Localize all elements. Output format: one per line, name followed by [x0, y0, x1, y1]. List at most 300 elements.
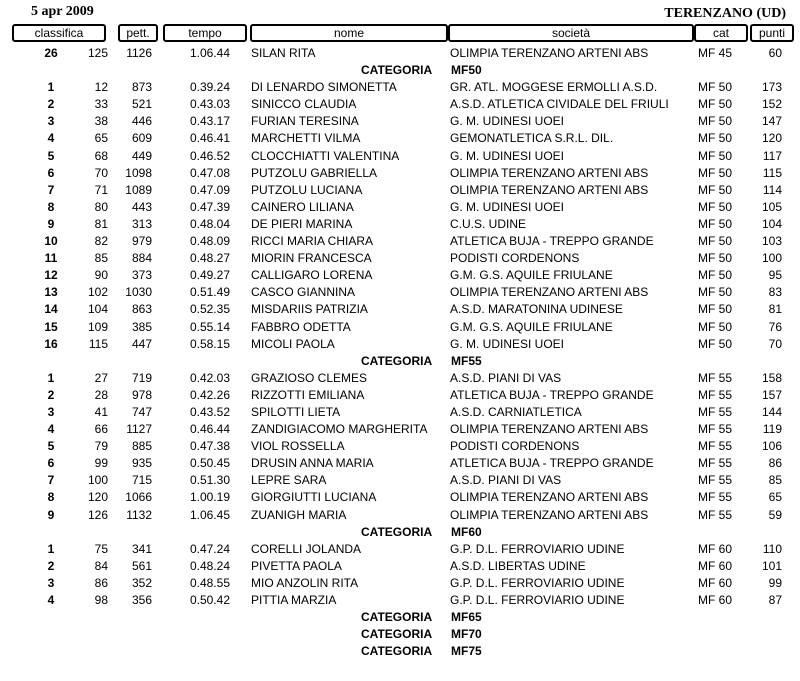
- points-cell: 106: [761, 439, 782, 454]
- club-cell: ATLETICA BUJA - TREPPO GRANDE: [450, 234, 654, 249]
- rank-cell: 3: [47, 114, 55, 129]
- athlete-name-cell: RICCI MARIA CHIARA: [251, 234, 374, 249]
- rank-cell: 9: [47, 216, 55, 231]
- rank-cell: 2: [47, 387, 55, 402]
- club-cell: G.P. D.L. FERROVIARIO UDINE: [450, 593, 625, 607]
- athlete-name-cell: CORELLI JOLANDA: [251, 541, 362, 556]
- club-cell: G.M. G.S. AQUILE FRIULANE: [450, 319, 613, 334]
- bib-number-cell: 446: [131, 114, 152, 129]
- club-cell: ATLETICA BUJA - TREPPO GRANDE: [450, 456, 654, 471]
- club-cell: GEMONATLETICA S.R.L. DIL.: [450, 131, 614, 146]
- points-cell: 65: [768, 490, 782, 505]
- bib-number-cell: 609: [131, 131, 152, 146]
- overall-position-cell: 102: [87, 285, 108, 300]
- rank-cell: 8: [47, 490, 55, 505]
- category-code: MF75: [451, 644, 482, 659]
- athlete-name-cell: MARCHETTI VILMA: [251, 131, 361, 146]
- category-cell: MF 55: [698, 473, 733, 488]
- category-heading-row: [0, 609, 800, 626]
- category-cell: MF 55: [698, 387, 733, 402]
- club-cell: G. M. UDINESI UOEI: [450, 199, 565, 214]
- points-cell: 120: [761, 131, 782, 146]
- time-cell: 0.47.09: [189, 182, 230, 197]
- bib-number-cell: 352: [131, 575, 152, 590]
- category-label: CATEGORIA: [361, 610, 433, 625]
- athlete-name-cell: FURIAN TERESINA: [251, 114, 359, 129]
- points-cell: 158: [761, 370, 782, 385]
- header-cat: cat: [694, 24, 748, 42]
- time-cell: 0.43.17: [189, 114, 230, 129]
- points-cell: 103: [761, 234, 782, 249]
- club-cell: G.M. G.S. AQUILE FRIULANE: [450, 268, 613, 283]
- club-cell: OLIMPIA TERENZANO ARTENI ABS: [450, 165, 649, 180]
- table-row: [0, 319, 800, 336]
- athlete-name-cell: VIOL ROSSELLA: [251, 439, 345, 454]
- category-heading-row: [0, 524, 800, 541]
- time-cell: 0.50.45: [189, 456, 230, 471]
- table-row: [0, 96, 800, 113]
- table-row: [0, 182, 800, 199]
- club-cell: G. M. UDINESI UOEI: [450, 148, 565, 163]
- time-cell: 0.48.27: [189, 251, 230, 266]
- club-cell: A.S.D. PIANI DI VAS: [450, 473, 562, 488]
- athlete-name-cell: DE PIERI MARINA: [251, 216, 353, 231]
- time-cell: 0.42.03: [189, 370, 230, 385]
- points-cell: 83: [768, 285, 782, 300]
- table-row: [0, 284, 800, 301]
- points-cell: 117: [762, 148, 782, 163]
- time-cell: 0.42.26: [189, 387, 230, 402]
- category-cell: MF 50: [698, 131, 733, 146]
- club-cell: OLIMPIA TERENZANO ARTENI ABS: [450, 422, 649, 437]
- category-cell: MF 50: [698, 302, 733, 317]
- category-code: MF70: [451, 627, 482, 642]
- table-row: [0, 336, 800, 353]
- time-cell: 0.51.49: [189, 285, 230, 300]
- club-cell: OLIMPIA TERENZANO ARTENI ABS: [450, 490, 649, 505]
- athlete-name-cell: DI LENARDO SIMONETTA: [251, 80, 397, 95]
- time-cell: 1.00.19: [189, 490, 230, 505]
- club-cell: G. M. UDINESI UOEI: [450, 114, 565, 129]
- rank-cell: 5: [47, 148, 55, 163]
- bib-number-cell: 1132: [126, 507, 152, 522]
- overall-position-cell: 84: [94, 558, 108, 573]
- club-cell: A.S.D. PIANI DI VAS: [450, 370, 562, 385]
- athlete-name-cell: FABBRO ODETTA: [251, 319, 351, 334]
- overall-position-cell: 99: [94, 456, 108, 471]
- athlete-name-cell: PIVETTA PAOLA: [251, 558, 342, 573]
- points-cell: 144: [761, 404, 782, 419]
- bib-number-cell: 1127: [126, 422, 152, 437]
- table-row: [0, 45, 800, 62]
- bib-number-cell: 978: [131, 387, 152, 402]
- table-row: [0, 455, 800, 472]
- overall-position-cell: 68: [94, 148, 108, 163]
- category-cell: MF 55: [698, 422, 733, 437]
- header-nome: nome: [250, 24, 448, 42]
- overall-position-cell: 38: [94, 114, 108, 129]
- category-code: MF55: [451, 353, 482, 368]
- rank-cell: 7: [47, 473, 55, 488]
- category-heading-row: [0, 643, 800, 660]
- category-cell: MF 50: [698, 97, 733, 112]
- bib-number-cell: 935: [131, 456, 152, 471]
- rank-cell: 4: [47, 593, 55, 607]
- rank-cell: 11: [44, 251, 58, 266]
- athlete-name-cell: SPILOTTI LIETA: [251, 404, 341, 419]
- header-pett: pett.: [118, 24, 158, 42]
- points-cell: 87: [768, 593, 782, 607]
- club-cell: OLIMPIA TERENZANO ARTENI ABS: [450, 46, 649, 60]
- bib-number-cell: 747: [131, 404, 152, 419]
- table-row: [0, 541, 800, 558]
- category-cell: MF 55: [698, 370, 733, 385]
- bib-number-cell: 1089: [125, 182, 152, 197]
- rank-cell: 2: [47, 558, 55, 573]
- rank-cell: 6: [47, 456, 55, 471]
- time-cell: 0.47.08: [189, 165, 230, 180]
- table-row: [0, 301, 800, 318]
- rank-cell: 13: [44, 285, 58, 300]
- club-cell: PODISTI CORDENONS: [450, 251, 580, 266]
- athlete-name-cell: CASCO GIANNINA: [251, 285, 356, 300]
- athlete-name-cell: CLOCCHIATTI VALENTINA: [251, 148, 400, 163]
- table-row: [0, 507, 800, 524]
- bib-number-cell: 884: [131, 251, 152, 266]
- athlete-name-cell: SILAN RITA: [251, 46, 316, 60]
- bib-number-cell: 1066: [125, 490, 152, 505]
- category-label: CATEGORIA: [361, 524, 433, 539]
- rank-cell: 14: [44, 302, 58, 317]
- table-row: [0, 438, 800, 455]
- points-cell: 85: [768, 473, 782, 488]
- athlete-name-cell: GIORGIUTTI LUCIANA: [251, 490, 377, 505]
- time-cell: 0.50.42: [189, 593, 230, 607]
- athlete-name-cell: CALLIGARO LORENA: [251, 268, 373, 283]
- table-row: [0, 558, 800, 575]
- time-cell: 0.46.52: [189, 148, 230, 163]
- category-cell: MF 50: [698, 268, 733, 283]
- table-row: [0, 575, 800, 592]
- rank-cell: 1: [47, 370, 55, 385]
- table-row: [0, 267, 800, 284]
- time-cell: 0.43.03: [189, 97, 230, 112]
- overall-position-cell: 28: [94, 387, 108, 402]
- category-cell: MF 55: [698, 456, 733, 471]
- points-cell: 173: [761, 80, 782, 95]
- table-row: [0, 250, 800, 267]
- club-cell: PODISTI CORDENONS: [450, 439, 580, 454]
- points-cell: 110: [762, 541, 782, 556]
- club-cell: OLIMPIA TERENZANO ARTENI ABS: [450, 285, 649, 300]
- category-cell: MF 60: [698, 593, 733, 607]
- bib-number-cell: 447: [131, 336, 152, 351]
- race-place: TERENZANO (UD): [664, 6, 786, 21]
- table-row: [0, 404, 800, 421]
- category-cell: MF 55: [698, 490, 733, 505]
- club-cell: A.S.D. ATLETICA CIVIDALE DEL FRIULI: [450, 97, 669, 112]
- athlete-name-cell: PUTZOLU LUCIANA: [251, 182, 363, 197]
- table-row: [0, 199, 800, 216]
- athlete-name-cell: PITTIA MARZIA: [251, 593, 337, 607]
- table-row: [0, 216, 800, 233]
- points-cell: 115: [762, 165, 782, 180]
- bib-number-cell: 521: [131, 97, 152, 112]
- table-row: [0, 148, 800, 165]
- rank-cell: 9: [47, 507, 55, 522]
- time-cell: 0.47.24: [189, 541, 230, 556]
- bib-number-cell: 443: [131, 199, 152, 214]
- overall-position-cell: 86: [94, 575, 108, 590]
- table-row: [0, 370, 800, 387]
- time-cell: 0.48.24: [189, 558, 230, 573]
- overall-position-cell: 65: [94, 131, 108, 146]
- overall-position-cell: 98: [94, 593, 108, 607]
- category-cell: MF 50: [698, 319, 733, 334]
- time-cell: 0.51.30: [189, 473, 230, 488]
- bib-number-cell: 356: [131, 593, 152, 607]
- category-label: CATEGORIA: [361, 627, 433, 642]
- table-row: [0, 113, 800, 130]
- club-cell: A.S.D. MARATONINA UDINESE: [450, 302, 623, 317]
- athlete-name-cell: RIZZOTTI EMILIANA: [251, 387, 365, 402]
- category-heading-row: [0, 353, 800, 370]
- overall-position-cell: 125: [87, 46, 108, 60]
- table-row: [0, 592, 800, 609]
- rank-cell: 8: [47, 199, 55, 214]
- time-cell: 0.49.27: [189, 268, 230, 283]
- athlete-name-cell: ZUANIGH MARIA: [251, 507, 347, 522]
- athlete-name-cell: MISDARIIS PATRIZIA: [251, 302, 368, 317]
- overall-position-cell: 75: [94, 541, 108, 556]
- category-cell: MF 50: [698, 148, 733, 163]
- rank-cell: 6: [47, 165, 55, 180]
- bib-number-cell: 863: [131, 302, 152, 317]
- rank-cell: 5: [47, 439, 55, 454]
- category-cell: MF 50: [698, 199, 733, 214]
- club-cell: OLIMPIA TERENZANO ARTENI ABS: [450, 182, 649, 197]
- rank-cell: 4: [47, 422, 55, 437]
- bib-number-cell: 979: [131, 234, 152, 249]
- bib-number-cell: 449: [131, 148, 152, 163]
- points-cell: 86: [768, 456, 782, 471]
- category-label: CATEGORIA: [361, 644, 433, 659]
- rank-cell: 3: [47, 575, 55, 590]
- page-header: [0, 0, 800, 24]
- category-code: MF50: [451, 63, 482, 78]
- rank-cell: 16: [44, 336, 58, 351]
- header-classifica: classifica: [12, 24, 106, 42]
- points-cell: 147: [761, 114, 782, 129]
- overall-position-cell: 85: [94, 251, 108, 266]
- race-date: 5 apr 2009: [31, 4, 94, 19]
- overall-position-cell: 27: [94, 370, 108, 385]
- points-cell: 60: [768, 46, 782, 60]
- club-cell: G.P. D.L. FERROVIARIO UDINE: [450, 575, 625, 590]
- rank-cell: 4: [47, 131, 55, 146]
- category-heading-row: [0, 62, 800, 79]
- table-row: [0, 387, 800, 404]
- club-cell: C.U.S. UDINE: [450, 216, 527, 231]
- header-tempo: tempo: [163, 24, 247, 42]
- club-cell: A.S.D. CARNIATLETICA: [450, 404, 582, 419]
- club-cell: G. M. UDINESI UOEI: [450, 336, 565, 351]
- time-cell: 0.47.38: [189, 439, 230, 454]
- bib-number-cell: 1126: [126, 46, 152, 60]
- category-cell: MF 50: [698, 234, 733, 249]
- overall-position-cell: 82: [94, 234, 108, 249]
- category-cell: MF 60: [698, 558, 733, 573]
- points-cell: 152: [761, 97, 782, 112]
- time-cell: 0.58.15: [189, 336, 230, 351]
- bib-number-cell: 719: [131, 370, 152, 385]
- rank-cell: 12: [44, 268, 58, 283]
- points-cell: 114: [762, 182, 782, 197]
- time-cell: 0.46.44: [189, 422, 230, 437]
- club-cell: ATLETICA BUJA - TREPPO GRANDE: [450, 387, 654, 402]
- time-cell: 0.39.24: [189, 80, 230, 95]
- club-cell: GR. ATL. MOGGESE ERMOLLI A.S.D.: [450, 80, 658, 95]
- overall-position-cell: 115: [88, 336, 108, 351]
- points-cell: 104: [761, 216, 782, 231]
- overall-position-cell: 79: [94, 439, 108, 454]
- bib-number-cell: 341: [131, 541, 152, 556]
- athlete-name-cell: GRAZIOSO CLEMES: [251, 370, 368, 385]
- points-cell: 101: [761, 558, 782, 573]
- category-code: MF60: [451, 524, 482, 539]
- overall-position-cell: 81: [94, 216, 108, 231]
- overall-position-cell: 12: [94, 80, 108, 95]
- time-cell: 0.48.04: [189, 216, 230, 231]
- points-cell: 76: [768, 319, 782, 334]
- overall-position-cell: 126: [87, 507, 108, 522]
- category-cell: MF 50: [698, 251, 733, 266]
- time-cell: 0.47.39: [189, 199, 230, 214]
- athlete-name-cell: MIO ANZOLIN RITA: [251, 575, 359, 590]
- athlete-name-cell: LEPRE SARA: [251, 473, 327, 488]
- overall-position-cell: 70: [94, 165, 108, 180]
- club-cell: OLIMPIA TERENZANO ARTENI ABS: [450, 507, 649, 522]
- overall-position-cell: 100: [87, 473, 108, 488]
- athlete-name-cell: PUTZOLU GABRIELLA: [251, 165, 378, 180]
- header-punti: punti: [750, 24, 794, 42]
- results-table: [0, 45, 800, 660]
- overall-position-cell: 33: [94, 97, 108, 112]
- athlete-name-cell: DRUSIN ANNA MARIA: [251, 456, 374, 471]
- points-cell: 81: [768, 302, 782, 317]
- category-label: CATEGORIA: [361, 63, 433, 78]
- time-cell: 1.06.45: [189, 507, 230, 522]
- table-row: [0, 130, 800, 147]
- bib-number-cell: 313: [131, 216, 152, 231]
- table-row: [0, 165, 800, 182]
- athlete-name-cell: MIORIN FRANCESCA: [251, 251, 372, 266]
- category-cell: MF 55: [698, 439, 733, 454]
- rank-cell: 2: [47, 97, 55, 112]
- category-cell: MF 50: [698, 336, 733, 351]
- overall-position-cell: 109: [87, 319, 108, 334]
- table-row: [0, 421, 800, 438]
- category-cell: MF 50: [698, 80, 733, 95]
- category-cell: MF 50: [698, 114, 733, 129]
- category-cell: MF 60: [698, 541, 733, 556]
- time-cell: 0.46.41: [189, 131, 230, 146]
- table-row: [0, 489, 800, 506]
- bib-number-cell: 373: [131, 268, 152, 283]
- table-row: [0, 472, 800, 489]
- time-cell: 0.48.55: [189, 575, 230, 590]
- category-cell: MF 60: [698, 575, 733, 590]
- category-label: CATEGORIA: [361, 353, 433, 368]
- bib-number-cell: 885: [131, 439, 152, 454]
- category-heading-row: [0, 626, 800, 643]
- category-cell: MF 45: [698, 46, 733, 60]
- rank-cell: 1: [47, 541, 55, 556]
- overall-position-cell: 66: [94, 422, 108, 437]
- bib-number-cell: 561: [131, 558, 152, 573]
- bib-number-cell: 873: [131, 80, 152, 95]
- athlete-name-cell: SINICCO CLAUDIA: [251, 97, 357, 112]
- category-cell: MF 55: [698, 404, 733, 419]
- time-cell: 0.55.14: [189, 319, 230, 334]
- bib-number-cell: 1030: [125, 285, 152, 300]
- category-cell: MF 55: [698, 507, 733, 522]
- rank-cell: 1: [47, 80, 55, 95]
- points-cell: 119: [762, 422, 782, 437]
- overall-position-cell: 104: [87, 302, 108, 317]
- time-cell: 0.43.52: [189, 404, 230, 419]
- column-header-row: [12, 24, 794, 42]
- time-cell: 1.06.44: [189, 46, 230, 60]
- club-cell: A.S.D. LIBERTAS UDINE: [450, 558, 586, 573]
- category-cell: MF 50: [698, 182, 733, 197]
- points-cell: 59: [768, 507, 782, 522]
- points-cell: 70: [768, 336, 782, 351]
- bib-number-cell: 715: [131, 473, 152, 488]
- rank-cell: 15: [44, 319, 58, 334]
- bib-number-cell: 1098: [125, 165, 152, 180]
- points-cell: 105: [761, 199, 782, 214]
- overall-position-cell: 80: [94, 199, 108, 214]
- rank-cell: 26: [44, 46, 58, 60]
- rank-cell: 10: [44, 234, 58, 249]
- header-societa: società: [448, 24, 694, 42]
- points-cell: 100: [761, 251, 782, 266]
- points-cell: 95: [768, 268, 782, 283]
- points-cell: 157: [761, 387, 782, 402]
- overall-position-cell: 90: [94, 268, 108, 283]
- category-cell: MF 50: [698, 165, 733, 180]
- points-cell: 99: [768, 575, 782, 590]
- category-cell: MF 50: [698, 216, 733, 231]
- club-cell: G.P. D.L. FERROVIARIO UDINE: [450, 541, 625, 556]
- table-row: [0, 233, 800, 250]
- overall-position-cell: 120: [87, 490, 108, 505]
- category-code: MF65: [451, 610, 482, 625]
- rank-cell: 7: [47, 182, 55, 197]
- rank-cell: 3: [47, 404, 55, 419]
- table-row: [0, 79, 800, 96]
- athlete-name-cell: CAINERO LILIANA: [251, 199, 354, 214]
- time-cell: 0.48.09: [189, 234, 230, 249]
- athlete-name-cell: ZANDIGIACOMO MARGHERITA: [251, 422, 428, 437]
- category-cell: MF 50: [698, 285, 733, 300]
- overall-position-cell: 71: [94, 182, 108, 197]
- overall-position-cell: 41: [94, 404, 108, 419]
- athlete-name-cell: MICOLI PAOLA: [251, 336, 335, 351]
- time-cell: 0.52.35: [189, 302, 230, 317]
- bib-number-cell: 385: [131, 319, 152, 334]
